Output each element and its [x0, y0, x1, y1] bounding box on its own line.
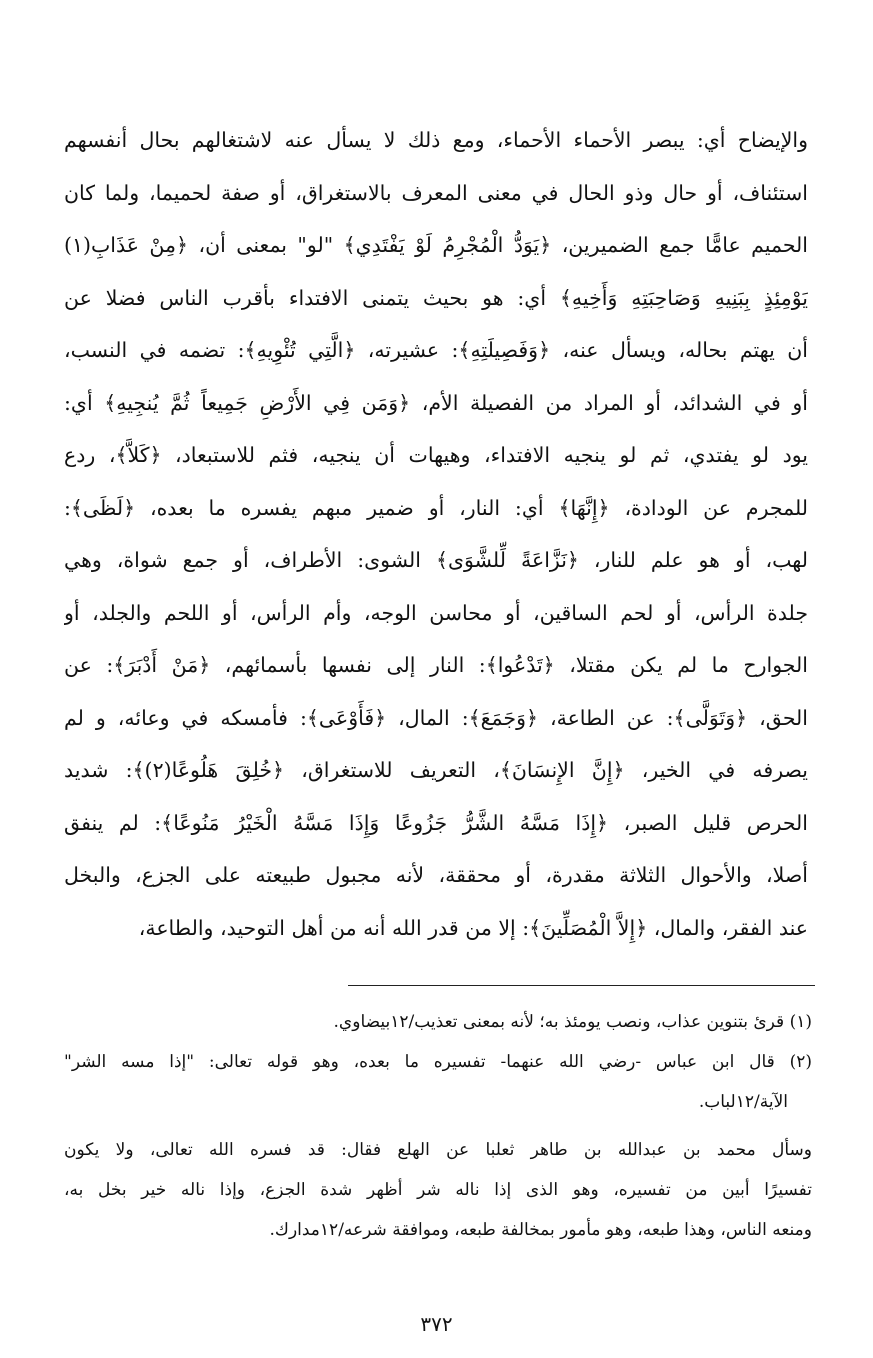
text-line: للمجرم عن الودادة، ﴿إِنَّهَا﴾ أي: النار، أو ضمير مبهم يفسره ما بعده، ﴿لَظَى﴾: — [64, 495, 808, 520]
text-line: أصلا، والأحوال الثلاثة مقدرة، أو محققة، لأنه مجبول طبيعته على الجزع، والبخل — [64, 863, 808, 887]
footnote-paragraph-line: ومنعه الناس، وهذا طبعه، وهو مأمور بمخالفة طبعه، وموافقة شرعه/١٢مدارك. — [269, 1220, 812, 1240]
text-line: أو في الشدائد، أو المراد من الفصيلة الأم، ﴿وَمَن فِي الأَرْضِ جَمِيعاً ثُمَّ يُنجِيهِ﴾ أي: — [64, 390, 808, 415]
footnote-2-continuation: الآية/١٢لباب. — [698, 1092, 788, 1112]
main-text — [64, 114, 808, 954]
text-line: والإيضاح أي: يبصر الأحماء الأحماء، ومع ذلك لا يسأل عنه لاشتغالهم بحال أنفسهم — [64, 128, 808, 152]
text-line: جلدة الرأس، أو لحم الساقين، أو محاسن الوجه، وأم الرأس، أو اللحم والجلد، أو — [64, 600, 808, 625]
footnote-2: (٢) قال ابن عباس -رضي الله عنهما- تفسيره ما بعده، وهو قوله تعالى: "إذا مسه الشر" — [64, 1052, 812, 1072]
text-line: استئناف، أو حال وذو الحال في معنى المعرف بالاستغراق، أو صفة لحميما، ولما كان — [64, 180, 808, 205]
text-line: الحق، ﴿وَتَوَلَّى﴾: عن الطاعة، ﴿وَجَمَعَ﴾: المال، ﴿فَأَوْعَى﴾: فأمسكه في وعائه، و لم — [64, 705, 808, 730]
text-line: يود لو يفتدي، ثم لو ينجيه الافتداء، وهيهات أن ينجيه، فثم للاستبعاد، ﴿كَلاَّ﴾، ردع — [64, 443, 808, 467]
footnotes — [64, 1002, 812, 1250]
text-line: الحرص قليل الصبر، ﴿إِذَا مَسَّهُ الشَّرُّ جَزُوعًا وَإِذَا مَسَّهُ الْخَيْرُ مَنُوعًا﴾: لم ينفق — [64, 810, 808, 835]
text-line: الحميم عامًّا جمع الضميرين، ﴿يَوَدُّ الْمُجْرِمُ لَوْ يَفْتَدِي﴾ "لو" بمعنى أن، ﴿مِنْ عَذَابِ(١) — [64, 233, 808, 257]
text-line: لهب، أو هو علم للنار، ﴿نَزَّاعَةً لِّلشَّوَى﴾ الشوى: الأطراف، أو جمع شواة، وهي — [64, 548, 808, 572]
text-line: أن يهتم بحاله، ويسأل عنه، ﴿وَفَصِيلَتِهِ﴾: عشيرته، ﴿الَّتِي تُئْوِيهِ﴾: تضمه في النسب، — [64, 338, 808, 362]
footnote-separator — [348, 985, 815, 986]
footnote-1: (١) قرئ بتنوين عذاب، ونصب يومئذ به؛ لأنه بمعنى تعذيب/١٢بيضاوي. — [333, 1012, 812, 1032]
text-line: يصرفه في الخير، ﴿إِنَّ الإِنسَانَ﴾، التعريف للاستغراق، ﴿خُلِقَ هَلُوعًا(٢)﴾: شديد — [64, 758, 808, 782]
text-line: يَوْمِئِذٍ بِبَنِيهِ وَصَاحِبَتِهِ وَأَخِيهِ﴾ أي: هو بحيث يتمنى الافتداء بأقرب الناس فضلا عن — [64, 285, 808, 310]
text-line: عند الفقر، والمال، ﴿إِلاَّ الْمُصَلِّينَ﴾: إلا من قدر الله أنه من أهل التوحيد، والطاعة، — [138, 915, 808, 940]
footnote-paragraph-line: تفسيرًا أبين من تفسيره، وهو الذى إذا ناله شر أظهر شدة الجزع، وإذا ناله خير بخل به، — [64, 1180, 812, 1200]
footnote-paragraph-line: وسأل محمد بن عبدالله بن طاهر ثعلبا عن الهلع فقال: قد فسره الله تعالى، ولا يكون — [64, 1140, 812, 1160]
page-number: ٣٧٢ — [420, 1312, 453, 1336]
text-line: الجوارح ما لم يكن مقتلا، ﴿تَدْعُوا﴾: النار إلى نفسها بأسمائهم، ﴿مَنْ أَدْبَرَ﴾: عن — [64, 653, 808, 677]
